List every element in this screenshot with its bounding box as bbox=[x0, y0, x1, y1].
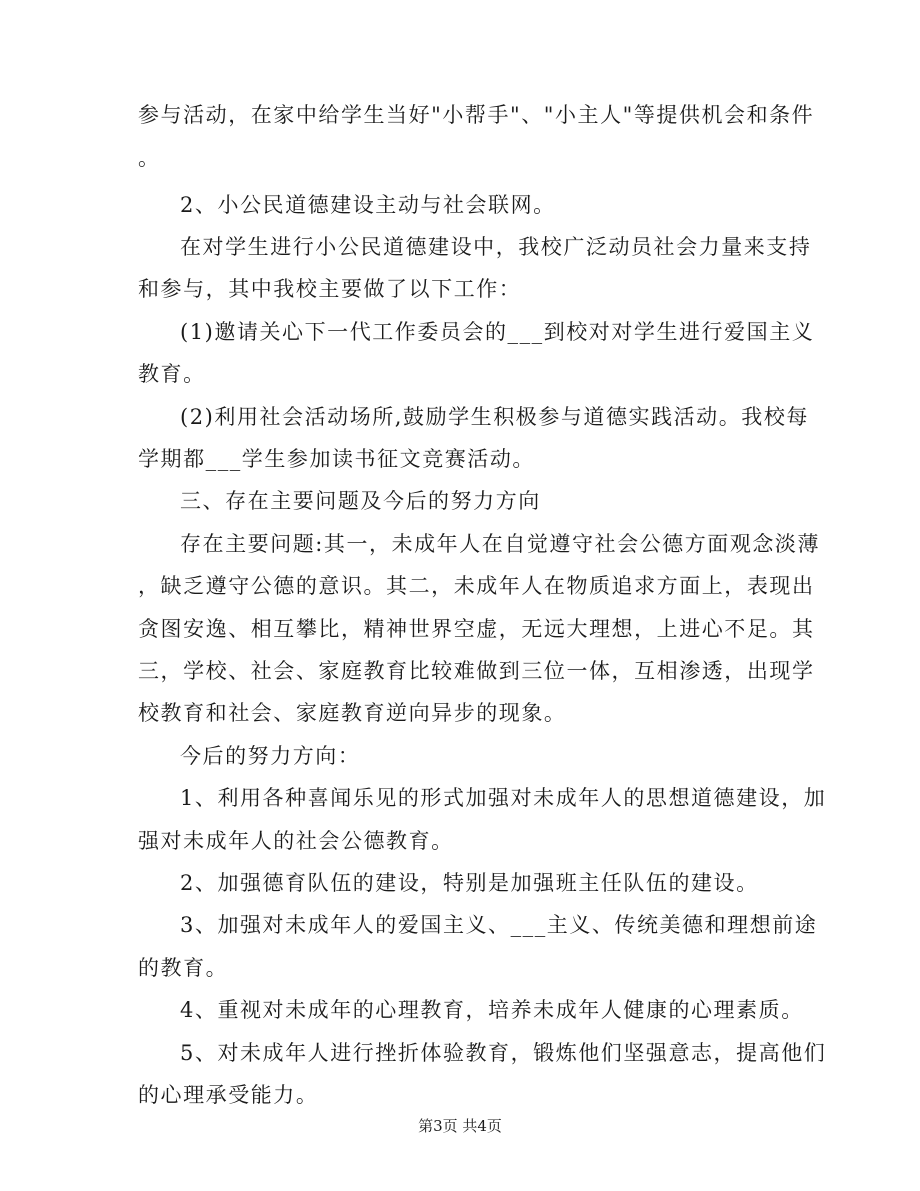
text-line: 的教育。 bbox=[138, 956, 229, 980]
text-line: 校教育和社会、家庭教育逆向异步的现象。 bbox=[138, 701, 567, 725]
list-item: 4、重视对未成年的心理教育，培养未成年人健康的心理素质。 bbox=[180, 998, 804, 1022]
text-line: 贪图安逸、相互攀比，精神世界空虚，无远大理想，上进心不足。其 bbox=[138, 617, 815, 641]
text-line: (1)邀请关心下一代工作委员会的___到校对对学生进行爱国主义 bbox=[180, 320, 815, 344]
text-line: 。 bbox=[138, 146, 161, 170]
text-line: 在对学生进行小公民道德建设中，我校广泛动员社会力量来支持 bbox=[180, 235, 812, 259]
text-line: 教育。 bbox=[138, 362, 206, 386]
page-number: 第3页 共4页 bbox=[418, 1117, 502, 1135]
text-line: 的心理承受能力。 bbox=[138, 1083, 319, 1107]
list-item: 2、加强德育队伍的建设，特别是加强班主任队伍的建设。 bbox=[180, 871, 759, 895]
text-line: 三，学校、社会、家庭教育比较难做到三位一体，互相渗透，出现学 bbox=[138, 659, 815, 683]
section-heading: 三、存在主要问题及今后的努力方向 bbox=[180, 489, 541, 513]
text-line: ，缺乏遵守公德的意识。其二，未成年人在物质追求方面上，表现出 bbox=[138, 574, 815, 598]
list-item: 5、对未成年人进行挫折体验教育，锻炼他们坚强意志，提高他们 bbox=[180, 1041, 827, 1065]
list-item: 3、加强对未成年人的爱国主义、___主义、传统美德和理想前途 bbox=[180, 913, 818, 937]
text-line: (2)利用社会活动场所,鼓励学生积极参与道德实践活动。我校每 bbox=[180, 405, 809, 429]
list-item: 1、利用各种喜闻乐见的形式加强对未成年人的思想道德建设，加 bbox=[180, 786, 827, 810]
heading-line: 今后的努力方向： bbox=[180, 744, 361, 768]
text-line: 存在主要问题:其一，未成年人在自觉遵守社会公德方面观念淡薄 bbox=[180, 532, 821, 556]
heading-line: 2、小公民道德建设主动与社会联网。 bbox=[180, 193, 556, 217]
text-line: 和参与，其中我校主要做了以下工作： bbox=[138, 277, 522, 301]
text-line: 学期都___学生参加读书征文竞赛活动。 bbox=[138, 447, 535, 471]
text-line: 强对未成年人的社会公德教育。 bbox=[138, 829, 454, 853]
text-line: 参与活动，在家中给学生当好"小帮手"、"小主人"等提供机会和条件 bbox=[138, 103, 815, 127]
